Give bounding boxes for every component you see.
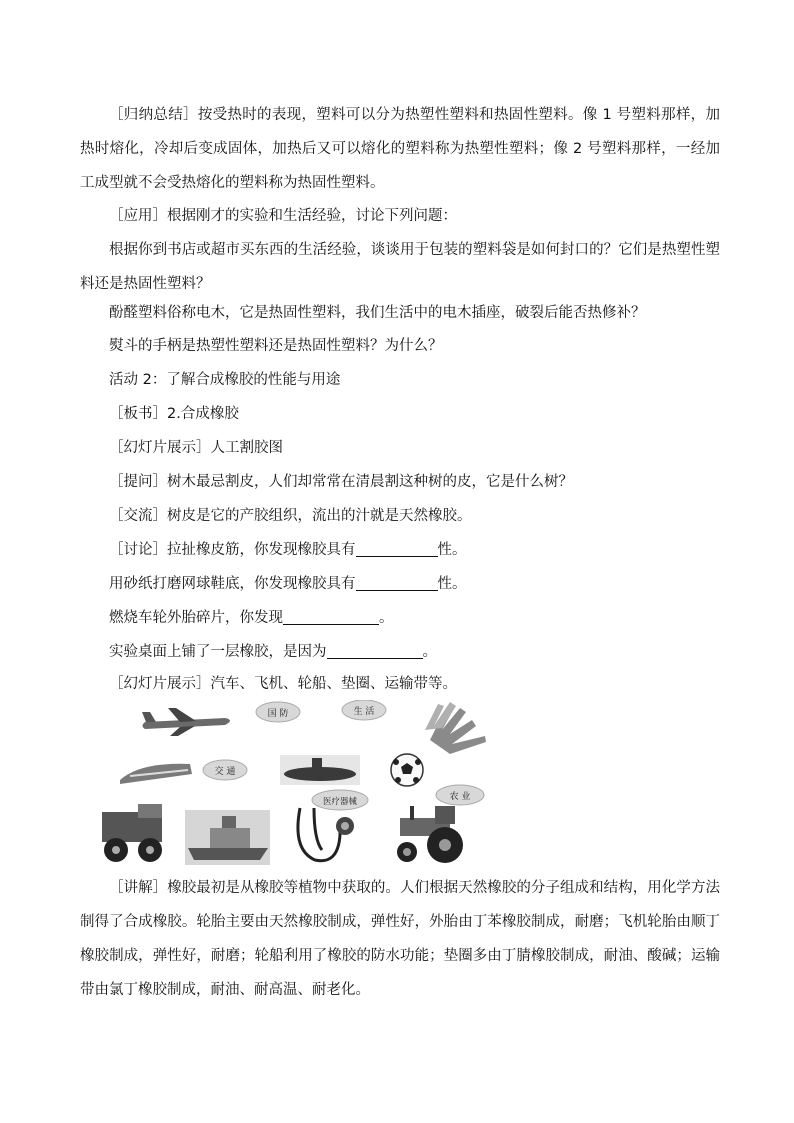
paragraph-application: ［应用］根据刚才的实验和生活经验，讨论下列问题： <box>109 208 457 224</box>
football-picture <box>391 754 423 786</box>
desk-text: 实验桌面上铺了一层橡胶，是因为 <box>109 644 327 660</box>
label-life-badge <box>342 700 386 720</box>
airplane-picture <box>142 708 230 736</box>
label-transport: 交 通 <box>214 767 236 777</box>
paragraph-discussion-elastic <box>80 533 720 567</box>
fill-blank-burn[interactable] <box>283 608 379 625</box>
truck-picture <box>102 804 162 862</box>
sandpaper-text: 用砂纸打磨网球鞋底，你发现橡胶具有 <box>109 576 356 592</box>
label-defense-badge <box>256 702 300 722</box>
gloves-picture <box>425 702 486 754</box>
stethoscope-picture <box>298 808 354 861</box>
desk-suffix: 。 <box>422 644 437 660</box>
ship-picture <box>185 810 270 865</box>
label-agriculture: 农 业 <box>449 792 471 802</box>
sandpaper-suffix: 性。 <box>437 576 467 592</box>
label-medical: 医疗器械 <box>322 797 358 807</box>
tractor-picture <box>397 806 463 863</box>
paragraph-slide-uses: ［幻灯片展示］汽车、飞机、轮船、垫圈、运输带等。 <box>109 676 457 692</box>
rubber-uses-figure <box>100 700 490 870</box>
paragraph-lab-desk <box>80 635 720 669</box>
discussion-suffix: 性。 <box>437 542 467 558</box>
fill-blank-desk[interactable] <box>327 642 423 659</box>
paragraph-lecture: ［讲解］橡胶最初是从橡胶等植物中获取的。人们根据天然橡胶的分子组成和结构，用化学方法制得了合成橡胶。轮胎主要由天然橡胶制成，弹性好，外胎由丁苯橡胶制成，耐磨；飞机轮胎由顺丁橡胶制成，弹性好，耐磨；轮船利用了橡胶的防水功能；垫圈多由丁腈橡胶制成，耐油、酸碱；运输带由氯丁橡胶制成，耐油、耐高温、耐老化。 <box>80 880 720 998</box>
activity-heading: 活动 2：了解合成橡胶的性能与用途 <box>109 372 341 388</box>
paragraph-sandpaper <box>80 567 720 601</box>
burn-suffix: 。 <box>379 610 394 626</box>
label-medical-badge <box>312 790 368 810</box>
label-transport-badge <box>203 760 247 780</box>
label-agriculture-badge <box>436 785 484 805</box>
paragraph-board: ［板书］2.合成橡胶 <box>109 406 239 422</box>
fill-blank-wear[interactable] <box>356 574 438 591</box>
train-picture <box>120 764 192 784</box>
paragraph-question-iron: 熨斗的手柄是热塑性塑料还是热固性塑料？为什么？ <box>109 338 443 354</box>
paragraph-summary: ［归纳总结］按受热时的表现，塑料可以分为热塑性塑料和热固性塑料。像 1 号塑料那样，加热时熔化，冷却后变成固体，加热后又可以熔化的塑料称为热塑性塑料；像 2 号塑料那样，一经加工成型就不会受热熔化的塑料称为热固性塑料。 <box>80 107 720 191</box>
discussion-text: ［讨论］拉扯橡皮筋，你发现橡胶具有 <box>109 542 356 558</box>
burn-text: 燃烧车轮外胎碎片，你发现 <box>109 610 283 626</box>
paragraph-question-bakelite: 酚醛塑料俗称电木，它是热固性塑料，我们生活中的电木插座，破裂后能否热修补？ <box>109 305 646 321</box>
paragraph-burn-tire <box>80 601 720 635</box>
paragraph-question-tree: ［提问］树木最忌割皮，人们却常常在清晨割这种树的皮，它是什么树？ <box>109 474 573 490</box>
submarine-picture <box>280 755 360 785</box>
label-defense: 国 防 <box>267 709 289 719</box>
paragraph-slide-tapping: ［幻灯片展示］人工割胶图 <box>109 440 283 456</box>
paragraph-exchange: ［交流］树皮是它的产胶组织，流出的汁就是天然橡胶。 <box>109 508 472 524</box>
paragraph-question-bag: 根据你到书店或超市买东西的生活经验，谈谈用于包装的塑料袋是如何封口的？它们是热塑性塑料还是热固性塑料？ <box>80 242 720 292</box>
fill-blank-elastic[interactable] <box>356 540 438 557</box>
label-life: 生 活 <box>353 707 375 717</box>
